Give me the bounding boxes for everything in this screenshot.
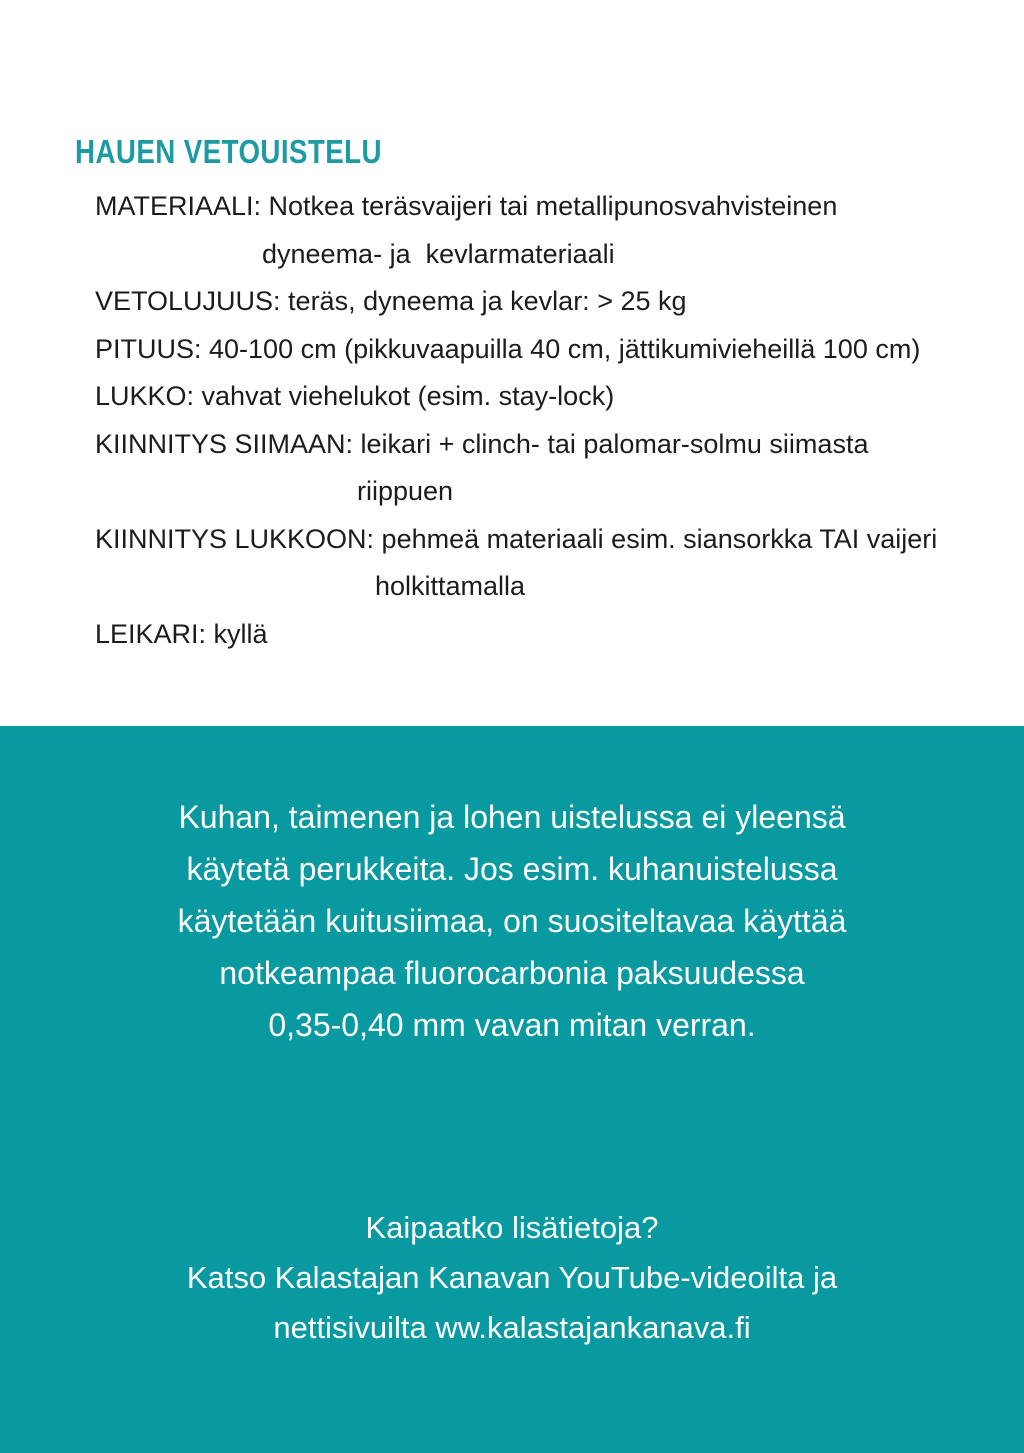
advice-line: käytetä perukkeita. Jos esim. kuhanuistelussa [186,851,838,887]
info-panel [0,726,1024,1453]
spec-pituus: PITUUS: 40-100 cm (pikkuvaapuilla 40 cm, jättikumivieheillä 100 cm) [95,333,921,364]
spec-vetolujuus: VETOLUJUUS: teräs, dyneema ja kevlar: > 25 kg [95,286,687,316]
advice-line: Kuhan, taimenen ja lohen uistelussa ei yleensä [178,799,846,835]
advice-line: notkeampaa fluorocarbonia paksuudessa [219,955,805,991]
page-title: HAUEN VETOUISTELU [75,133,382,170]
advice-line: 0,35-0,40 mm vavan mitan verran. [268,1007,756,1043]
spec-materiaali-continuation: dyneema- ja kevlarmateriaali [262,238,615,269]
spec-kiinnitys-siimaan-continuation: riippuen [357,476,454,506]
spec-lukko: LUKKO: vahvat viehelukot (esim. stay-lock) [95,381,615,411]
spec-kiinnitys-lukkoon-continuation: holkittamalla [375,571,526,601]
spec-list [95,183,937,658]
website-url: ww.kalastajankanava.fi [435,1310,751,1345]
leader-advice-paragraph [0,791,1024,1051]
spec-leikari: LEIKARI: kyllä [95,618,268,649]
cta-website-prefix: nettisivuilta [273,1310,436,1345]
advice-line: käytetään kuitusiimaa, on suositeltavaa käyttää [177,903,847,939]
spec-kiinnitys-lukkoon: KIINNITYS LUKKOON: pehmeä materiaali esim. siansorkka TAI vaijeri [95,523,938,554]
cta-channel-line: Katso Kalastajan Kanavan YouTube-videoilta ja [186,1260,838,1295]
cta-website-line [0,1303,1024,1353]
cta-question: Kaipaatko lisätietoja? [365,1210,659,1245]
more-info-cta [0,1203,1024,1353]
spec-materiaali: MATERIAALI: Notkea teräsvaijeri tai metallipunosvahvisteinen [95,191,838,221]
spec-kiinnitys-siimaan: KIINNITYS SIIMAAN: leikari + clinch- tai palomar-solmu siimasta [95,428,869,459]
